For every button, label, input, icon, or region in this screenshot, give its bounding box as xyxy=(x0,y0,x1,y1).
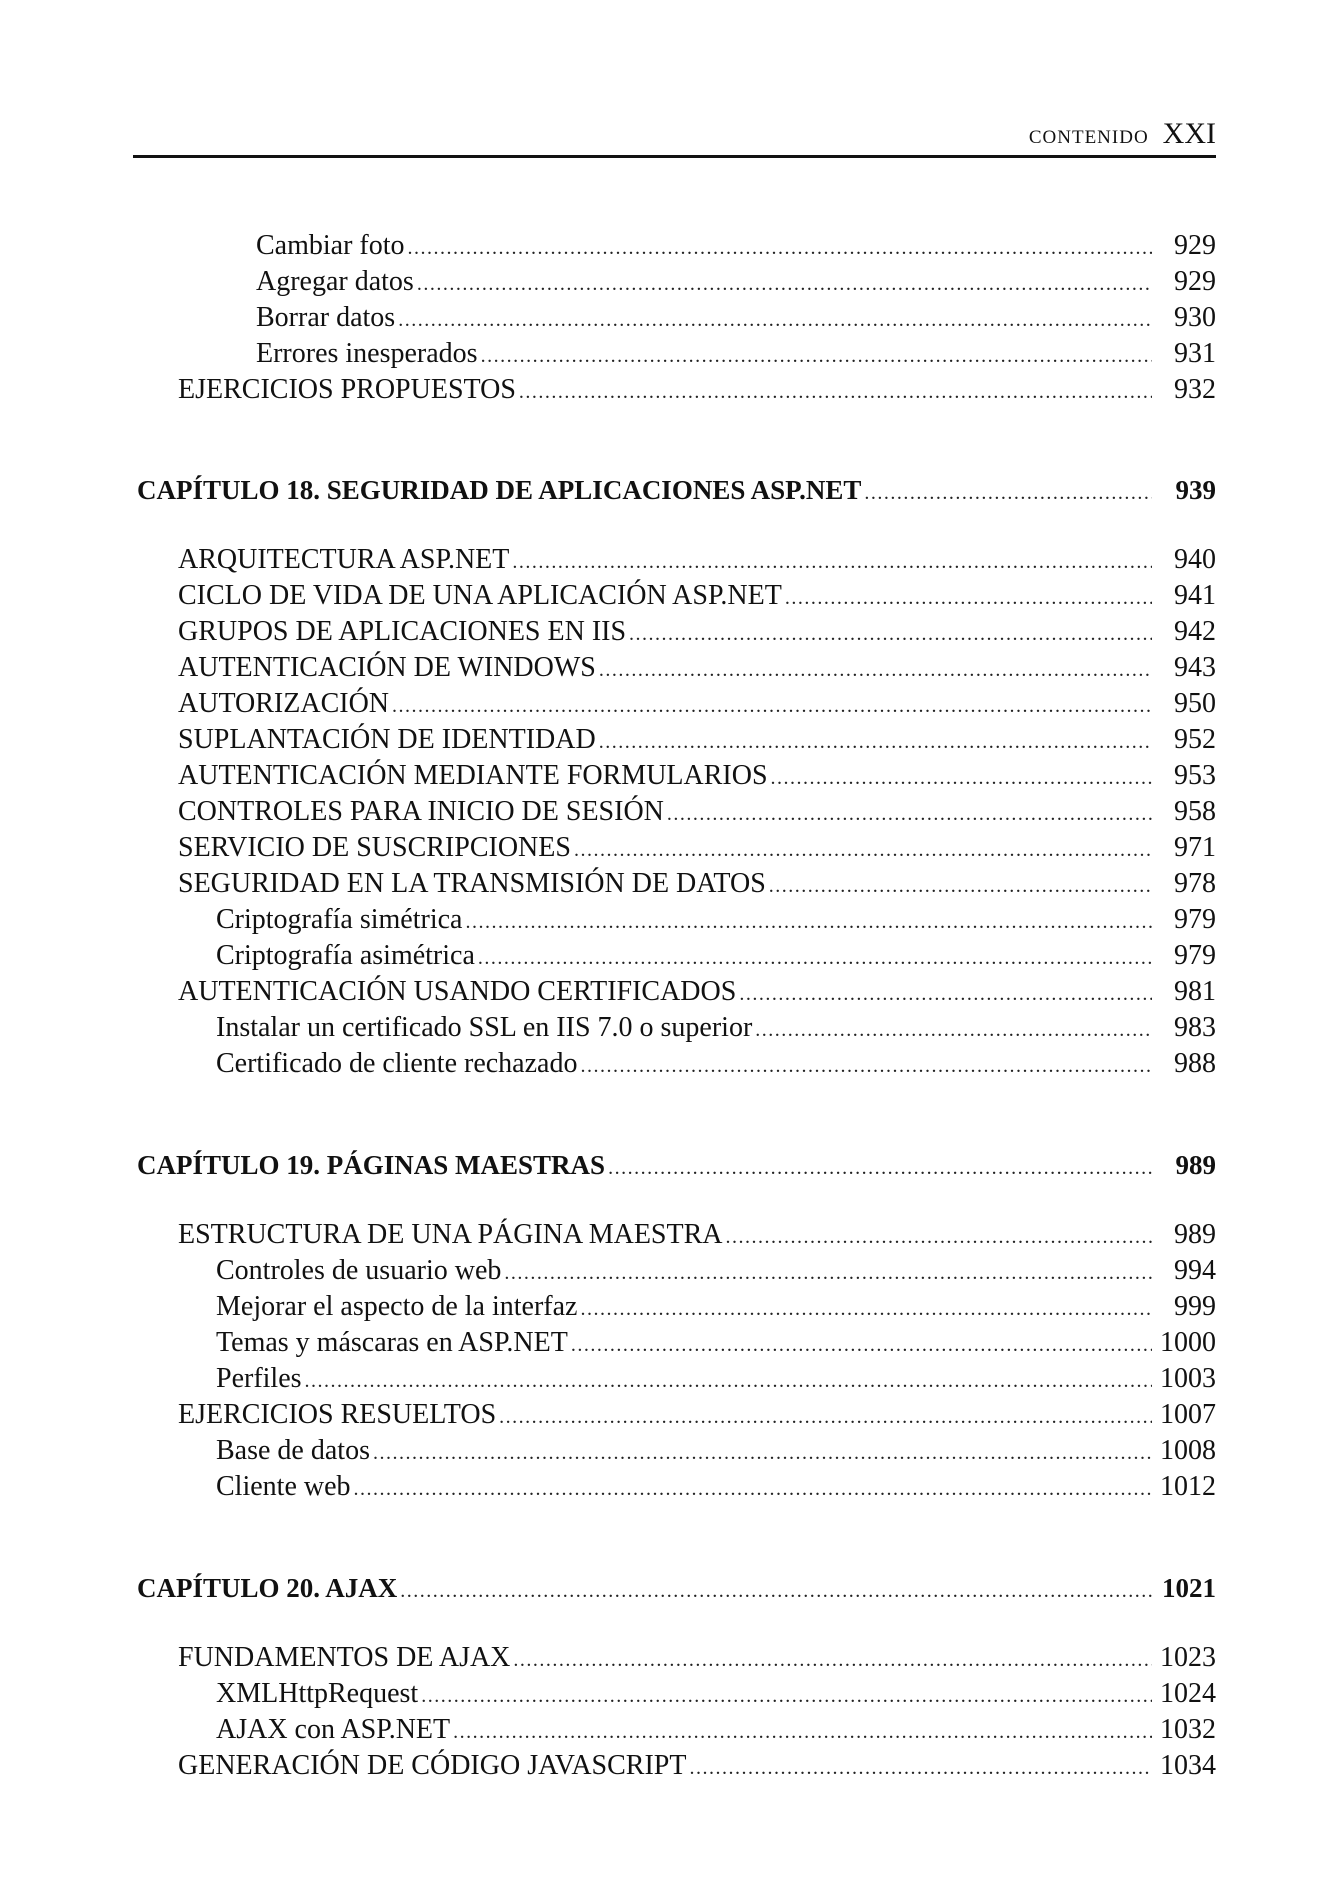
toc-entry xyxy=(178,830,1216,866)
entry-page-number: 929 xyxy=(1174,230,1216,261)
dot-leader xyxy=(481,338,1152,374)
dot-leader xyxy=(608,1150,1152,1186)
dot-leader xyxy=(755,1012,1152,1048)
entry-title: AUTENTICACIÓN USANDO CERTIFICADOS xyxy=(178,976,737,1007)
entry-page-number: 953 xyxy=(1174,760,1216,791)
entry-page-number: 983 xyxy=(1174,1012,1216,1043)
dot-leader xyxy=(392,688,1152,724)
toc-entry xyxy=(216,1289,1216,1325)
dot-leader xyxy=(689,1750,1152,1786)
toc-entry xyxy=(178,866,1216,902)
entry-page-number: 989 xyxy=(1174,1219,1216,1250)
dot-leader xyxy=(398,302,1152,338)
dot-leader xyxy=(499,1399,1152,1435)
entry-title: CAPÍTULO 20. AJAX xyxy=(137,1573,398,1603)
toc-entry xyxy=(178,686,1216,722)
entry-title: ESTRUCTURA DE UNA PÁGINA MAESTRA xyxy=(178,1219,723,1250)
toc-entry xyxy=(216,1325,1216,1361)
entry-page-number: 1012 xyxy=(1160,1471,1216,1502)
toc-entry xyxy=(256,228,1216,264)
toc-entry xyxy=(216,1712,1216,1748)
dot-leader xyxy=(739,976,1152,1012)
entry-title: Errores inesperados xyxy=(256,338,478,369)
dot-leader xyxy=(571,1327,1152,1363)
entry-title: Controles de usuario web xyxy=(216,1255,502,1286)
toc-entry xyxy=(216,1046,1216,1082)
dot-leader xyxy=(478,940,1152,976)
dot-leader xyxy=(408,230,1152,266)
entry-title: CAPÍTULO 18. SEGURIDAD DE APLICACIONES ASP.NET xyxy=(137,475,862,505)
entry-page-number: 1003 xyxy=(1160,1363,1216,1394)
header-page-number: XXI xyxy=(1162,117,1216,150)
entry-page-number: 1034 xyxy=(1160,1750,1216,1781)
entry-title: XMLHttpRequest xyxy=(216,1678,419,1709)
entry-page-number: 958 xyxy=(1174,796,1216,827)
entry-page-number: 943 xyxy=(1174,652,1216,683)
dot-leader xyxy=(512,544,1152,580)
entry-title: Cambiar foto xyxy=(256,230,405,261)
dot-leader xyxy=(599,724,1152,760)
entry-title: GRUPOS DE APLICACIONES EN IIS xyxy=(178,616,627,647)
entry-page-number: 929 xyxy=(1174,266,1216,297)
dot-leader xyxy=(465,904,1152,940)
entry-title: AUTENTICACIÓN MEDIANTE FORMULARIOS xyxy=(178,760,768,791)
entry-page-number: 979 xyxy=(1174,940,1216,971)
toc-entry xyxy=(216,1010,1216,1046)
toc-entry xyxy=(256,300,1216,336)
entry-page-number: 941 xyxy=(1174,580,1216,611)
entry-page-number: 1021 xyxy=(1162,1573,1216,1603)
dot-leader xyxy=(580,1291,1152,1327)
entry-title: SEGURIDAD EN LA TRANSMISIÓN DE DATOS xyxy=(178,868,766,899)
entry-page-number: 1000 xyxy=(1160,1327,1216,1358)
toc-entry xyxy=(216,1361,1216,1397)
entry-title: Perfiles xyxy=(216,1363,302,1394)
toc-entry xyxy=(178,722,1216,758)
dot-leader xyxy=(504,1255,1152,1291)
entry-title: SUPLANTACIÓN DE IDENTIDAD xyxy=(178,724,596,755)
entry-title: Criptografía simétrica xyxy=(216,904,463,935)
entry-page-number: 942 xyxy=(1174,616,1216,647)
entry-page-number: 1007 xyxy=(1160,1399,1216,1430)
toc-chapter-entry xyxy=(137,472,1216,508)
dot-leader xyxy=(373,1435,1152,1471)
dot-leader xyxy=(400,1573,1152,1609)
entry-page-number: 952 xyxy=(1174,724,1216,755)
toc-entry xyxy=(178,1397,1216,1433)
entry-title: Temas y máscaras en ASP.NET xyxy=(216,1327,568,1358)
toc-entry xyxy=(178,372,1216,408)
toc-entry xyxy=(256,336,1216,372)
entry-page-number: 981 xyxy=(1174,976,1216,1007)
entry-page-number: 930 xyxy=(1174,302,1216,333)
toc-entry xyxy=(178,1640,1216,1676)
toc-entry xyxy=(216,1433,1216,1469)
dot-leader xyxy=(417,266,1152,302)
dot-leader xyxy=(453,1714,1152,1750)
dot-leader xyxy=(726,1219,1153,1255)
dot-leader xyxy=(580,1048,1152,1084)
toc-entry xyxy=(178,542,1216,578)
entry-title: Instalar un certificado SSL en IIS 7.0 o superior xyxy=(216,1012,753,1043)
toc-entry xyxy=(216,938,1216,974)
entry-page-number: 1024 xyxy=(1160,1678,1216,1709)
dot-leader xyxy=(667,796,1152,832)
entry-title: CICLO DE VIDA DE UNA APLICACIÓN ASP.NET xyxy=(178,580,782,611)
entry-page-number: 932 xyxy=(1174,374,1216,405)
dot-leader xyxy=(519,374,1152,410)
header-label: CONTENIDO xyxy=(1028,127,1149,148)
entry-title: CONTROLES PARA INICIO DE SESIÓN xyxy=(178,796,664,827)
toc-entry xyxy=(178,650,1216,686)
entry-title: AUTORIZACIÓN xyxy=(178,688,390,719)
dot-leader xyxy=(574,832,1152,868)
entry-page-number: 989 xyxy=(1175,1150,1216,1180)
toc-entry xyxy=(216,1676,1216,1712)
toc-entry xyxy=(216,1469,1216,1505)
entry-title: AJAX con ASP.NET xyxy=(216,1714,451,1745)
entry-page-number: 978 xyxy=(1174,868,1216,899)
entry-title: Criptografía asimétrica xyxy=(216,940,475,971)
toc-entry xyxy=(178,794,1216,830)
entry-page-number: 1032 xyxy=(1160,1714,1216,1745)
entry-page-number: 971 xyxy=(1174,832,1216,863)
entry-title: AUTENTICACIÓN DE WINDOWS xyxy=(178,652,596,683)
entry-page-number: 999 xyxy=(1174,1291,1216,1322)
entry-page-number: 931 xyxy=(1174,338,1216,369)
entry-page-number: 1008 xyxy=(1160,1435,1216,1466)
dot-leader xyxy=(354,1471,1152,1507)
dot-leader xyxy=(305,1363,1152,1399)
dot-leader xyxy=(769,868,1152,904)
toc-entry xyxy=(216,1253,1216,1289)
dot-leader xyxy=(599,652,1152,688)
toc-entry xyxy=(256,264,1216,300)
toc-entry xyxy=(178,1217,1216,1253)
toc-entry xyxy=(216,902,1216,938)
entry-page-number: 988 xyxy=(1174,1048,1216,1079)
dot-leader xyxy=(771,760,1152,796)
entry-page-number: 939 xyxy=(1175,475,1216,505)
entry-title: Base de datos xyxy=(216,1435,370,1466)
dot-leader xyxy=(513,1642,1152,1678)
entry-title: ARQUITECTURA ASP.NET xyxy=(178,544,510,575)
toc-chapter-entry xyxy=(137,1147,1216,1183)
entry-title: FUNDAMENTOS DE AJAX xyxy=(178,1642,511,1673)
entry-title: Cliente web xyxy=(216,1471,351,1502)
entry-page-number: 940 xyxy=(1174,544,1216,575)
entry-page-number: 994 xyxy=(1174,1255,1216,1286)
entry-title: Certificado de cliente rechazado xyxy=(216,1048,578,1079)
toc-chapter-entry xyxy=(137,1570,1216,1606)
entry-title: EJERCICIOS PROPUESTOS xyxy=(178,374,516,405)
running-header xyxy=(133,118,1216,158)
entry-page-number: 950 xyxy=(1174,688,1216,719)
entry-title: CAPÍTULO 19. PÁGINAS MAESTRAS xyxy=(137,1150,606,1180)
entry-page-number: 979 xyxy=(1174,904,1216,935)
entry-page-number: 1023 xyxy=(1160,1642,1216,1673)
entry-title: GENERACIÓN DE CÓDIGO JAVASCRIPT xyxy=(178,1750,687,1781)
entry-title: EJERCICIOS RESUELTOS xyxy=(178,1399,497,1430)
toc-entry xyxy=(178,974,1216,1010)
entry-title: Borrar datos xyxy=(256,302,396,333)
toc-entry xyxy=(178,614,1216,650)
entry-title: Mejorar el aspecto de la interfaz xyxy=(216,1291,578,1322)
toc-entry xyxy=(178,758,1216,794)
dot-leader xyxy=(864,475,1152,511)
entry-title: SERVICIO DE SUSCRIPCIONES xyxy=(178,832,571,863)
dot-leader xyxy=(629,616,1152,652)
dot-leader xyxy=(421,1678,1152,1714)
header-content xyxy=(1029,117,1216,151)
entry-title: Agregar datos xyxy=(256,266,414,297)
dot-leader xyxy=(785,580,1152,616)
toc-entry xyxy=(178,578,1216,614)
toc-entry xyxy=(178,1748,1216,1784)
